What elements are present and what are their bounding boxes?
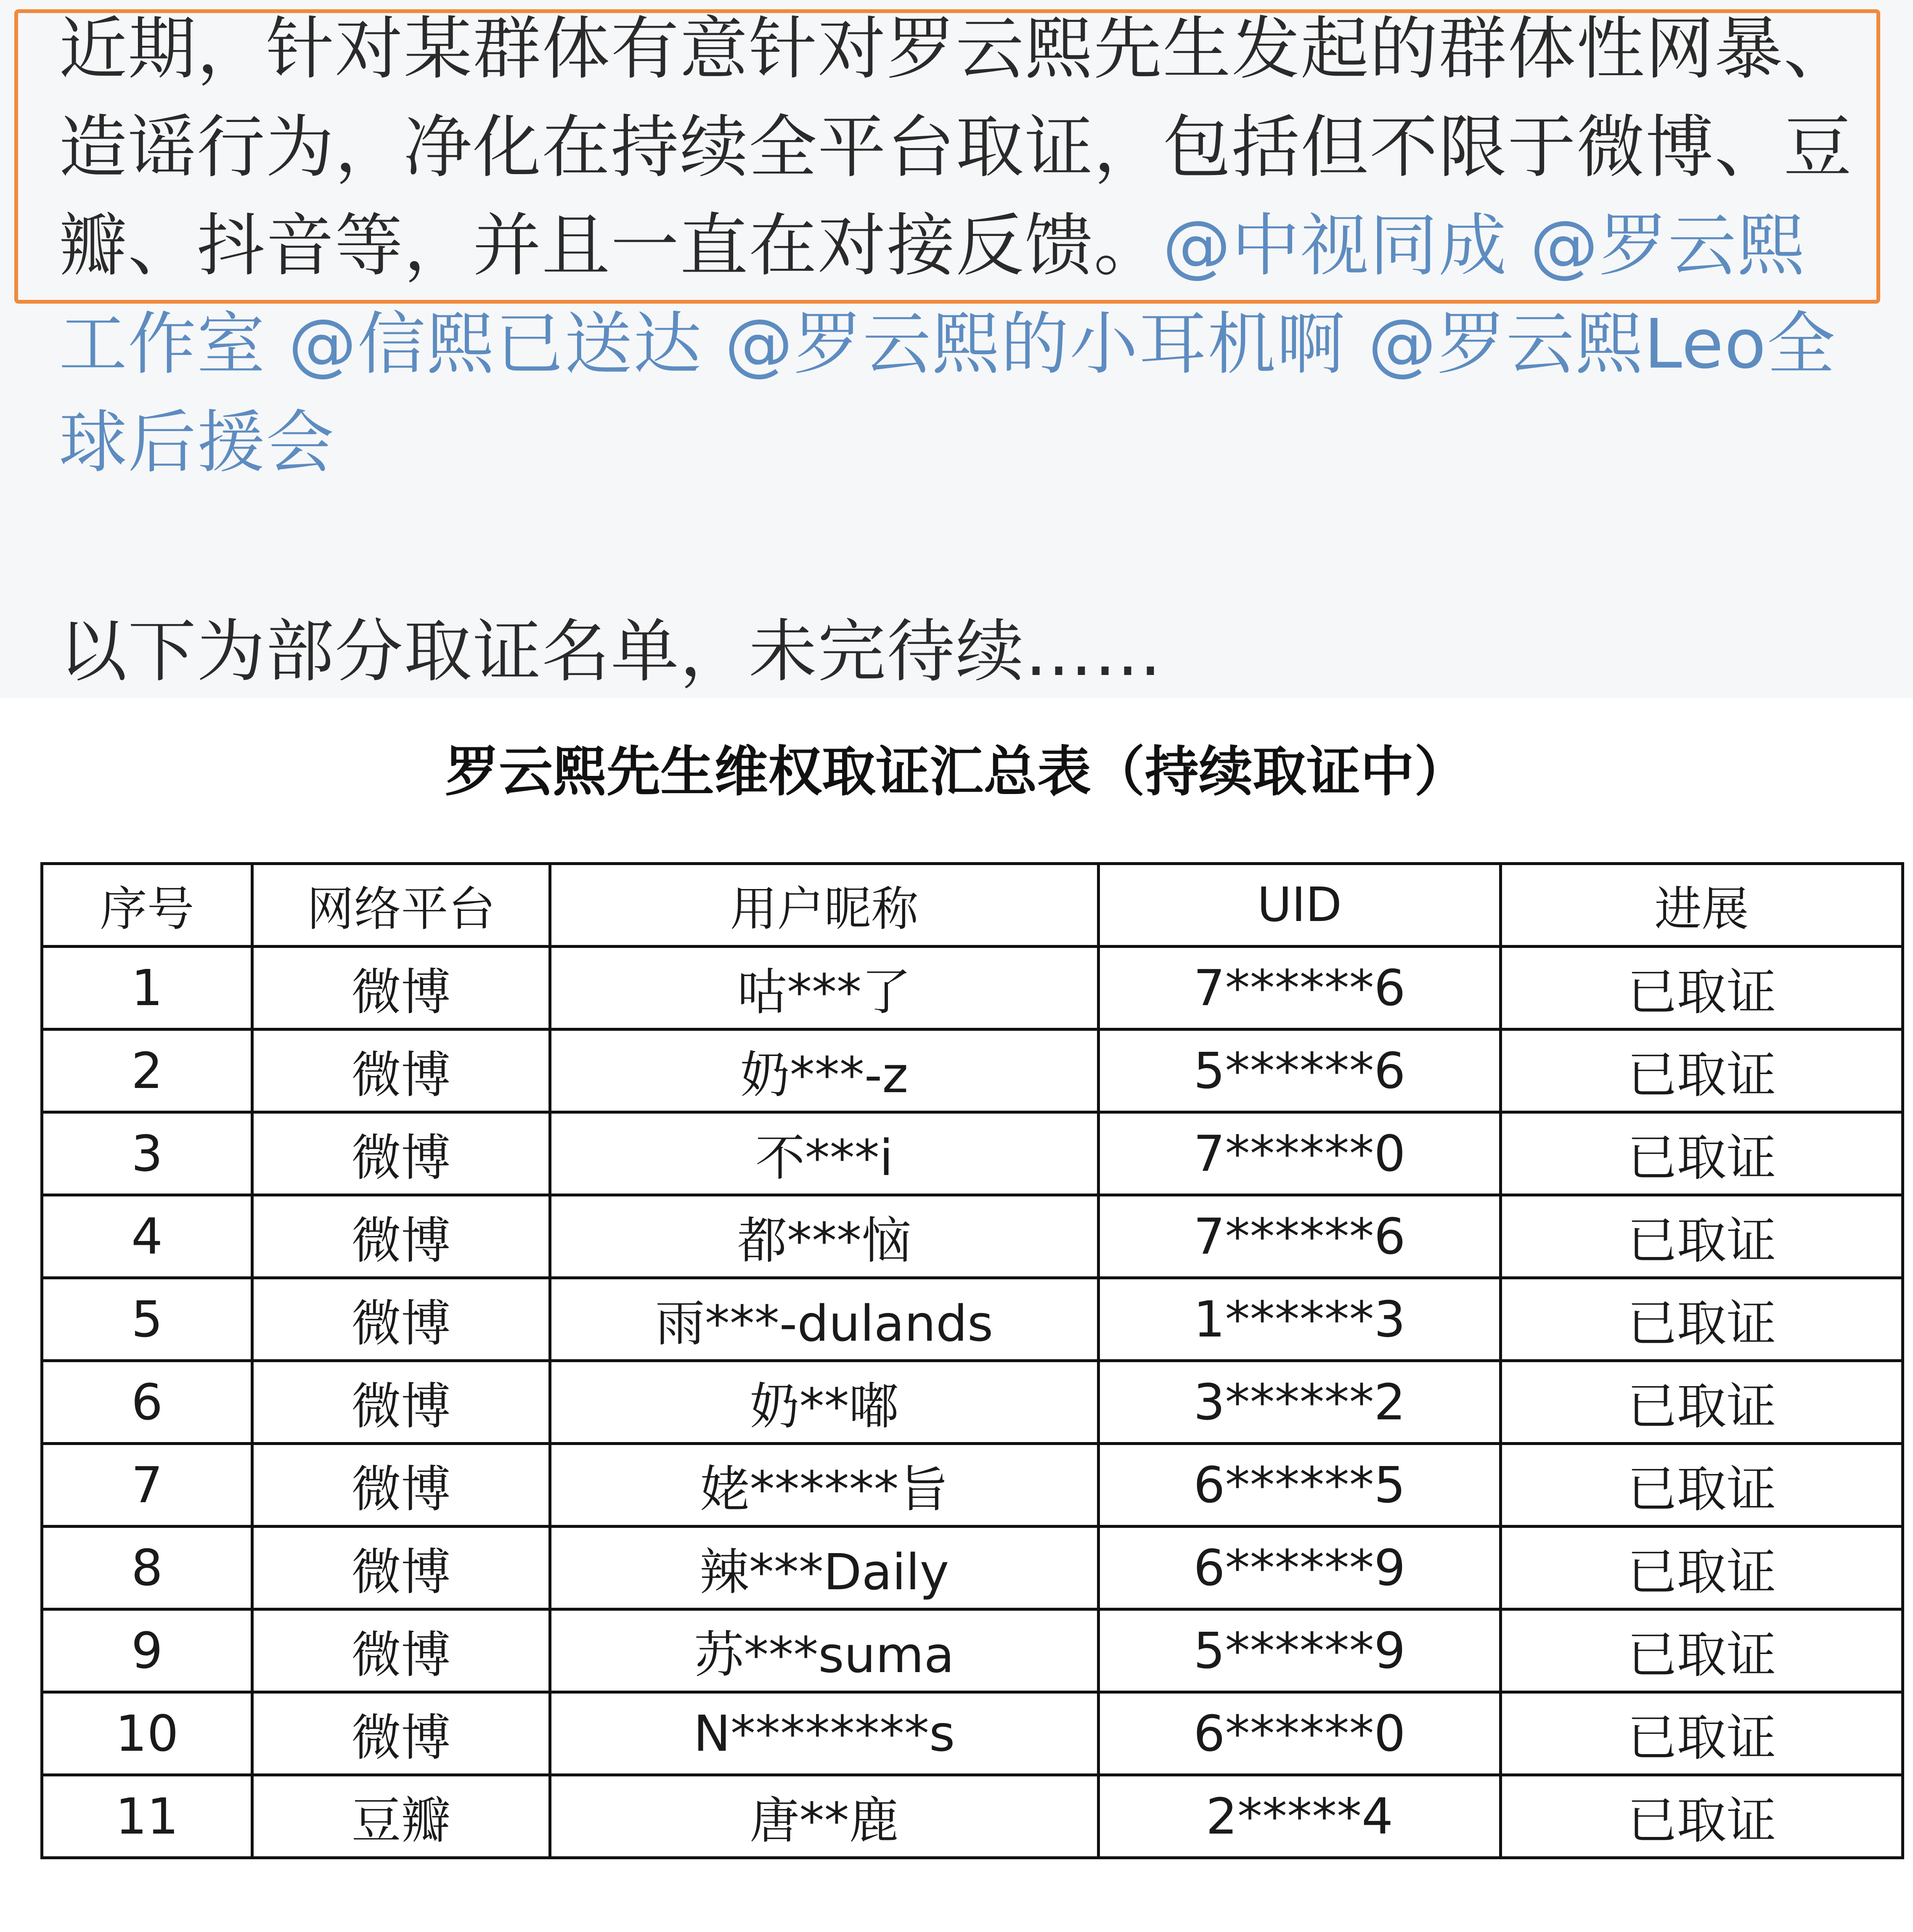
cell-uid: 3******2 xyxy=(1099,1361,1501,1444)
cell-uid: 7******6 xyxy=(1099,947,1501,1030)
table-row xyxy=(42,1030,1903,1112)
cell-nickname: 辣***Daily xyxy=(550,1527,1099,1609)
cell-nickname: 奶***-z xyxy=(550,1030,1099,1112)
table-row xyxy=(42,1112,1903,1195)
highlight-box xyxy=(14,9,1880,304)
cell-nickname: 不***i xyxy=(550,1112,1099,1195)
cell-index: 9 xyxy=(42,1609,252,1692)
cell-progress: 已取证 xyxy=(1501,1527,1903,1609)
mention-xiao-erji[interactable]: @罗云熙的小耳机啊 xyxy=(725,305,1346,384)
cell-progress: 已取证 xyxy=(1501,1361,1903,1444)
mention-studio[interactable]: @罗云熙工作室 xyxy=(59,206,1806,384)
cell-progress: 已取证 xyxy=(1501,1278,1903,1361)
cell-progress: 已取证 xyxy=(1501,1775,1903,1858)
cell-index: 8 xyxy=(42,1527,252,1609)
document-title: 罗云熙先生维权取证汇总表（持续取证中） xyxy=(445,740,1468,803)
cell-uid: 7******6 xyxy=(1099,1195,1501,1278)
evidence-document xyxy=(0,698,1913,1932)
table-row xyxy=(42,1527,1903,1609)
cell-nickname: 都***恼 xyxy=(550,1195,1099,1278)
mention-xinxi-yisongda[interactable]: @信熙已送达 xyxy=(288,305,702,384)
cell-index: 11 xyxy=(42,1775,252,1858)
cell-nickname: 苏***suma xyxy=(550,1609,1099,1692)
table-row xyxy=(42,1609,1903,1692)
cell-nickname: N********s xyxy=(550,1692,1099,1775)
cell-platform: 微博 xyxy=(252,1527,550,1609)
evidence-table xyxy=(40,862,1904,1859)
cell-platform: 微博 xyxy=(252,1692,550,1775)
cell-uid: 5******9 xyxy=(1099,1609,1501,1692)
cell-uid: 5******6 xyxy=(1099,1030,1501,1112)
cell-progress: 已取证 xyxy=(1501,1112,1903,1195)
header-index: 序号 xyxy=(42,864,252,947)
cell-progress: 已取证 xyxy=(1501,1195,1903,1278)
table-row xyxy=(42,1361,1903,1444)
table-row xyxy=(42,1195,1903,1278)
header-platform: 网络平台 xyxy=(252,864,550,947)
header-nickname: 用户昵称 xyxy=(550,864,1099,947)
cell-index: 2 xyxy=(42,1030,252,1112)
cell-uid: 1******3 xyxy=(1099,1278,1501,1361)
cell-nickname: 咕***了 xyxy=(550,947,1099,1030)
cell-platform: 微博 xyxy=(252,1444,550,1527)
post-followup-text: 以下为部分取证名单，未完待续…… xyxy=(59,612,1163,691)
cell-uid: 6******5 xyxy=(1099,1444,1501,1527)
header-progress: 进展 xyxy=(1501,864,1903,947)
mention-zhongshi-tongcheng[interactable]: @中视同成 xyxy=(1163,206,1508,286)
cell-uid: 6******9 xyxy=(1099,1527,1501,1609)
header-uid: UID xyxy=(1099,864,1501,947)
cell-uid: 7******0 xyxy=(1099,1112,1501,1195)
cell-index: 5 xyxy=(42,1278,252,1361)
cell-index: 3 xyxy=(42,1112,252,1195)
table-row xyxy=(42,1692,1903,1775)
cell-platform: 微博 xyxy=(252,1195,550,1278)
table-row xyxy=(42,1775,1903,1858)
cell-index: 7 xyxy=(42,1444,252,1527)
cell-nickname: 唐**鹿 xyxy=(550,1775,1099,1858)
cell-nickname: 雨***-dulands xyxy=(550,1278,1099,1361)
cell-platform: 微博 xyxy=(252,1361,550,1444)
cell-platform: 微博 xyxy=(252,1278,550,1361)
cell-index: 1 xyxy=(42,947,252,1030)
cell-progress: 已取证 xyxy=(1501,1609,1903,1692)
cell-platform: 微博 xyxy=(252,947,550,1030)
cell-progress: 已取证 xyxy=(1501,1030,1903,1112)
cell-platform: 豆瓣 xyxy=(252,1775,550,1858)
cell-platform: 微博 xyxy=(252,1112,550,1195)
cell-nickname: 奶**嘟 xyxy=(550,1361,1099,1444)
table-row xyxy=(42,1278,1903,1361)
cell-platform: 微博 xyxy=(252,1030,550,1112)
cell-progress: 已取证 xyxy=(1501,947,1903,1030)
table-row xyxy=(42,1444,1903,1527)
cell-progress: 已取证 xyxy=(1501,1444,1903,1527)
post-main-text: 近期，针对某群体有意针对罗云熙先生发起的群体性网暴、造谣行为，净化在持续全平台取证，包括但不限于微博、豆瓣、抖音等，并且一直在对接反馈。 xyxy=(59,10,1852,286)
cell-uid: 2*****4 xyxy=(1099,1775,1501,1858)
mention-global-fanclub[interactable]: @罗云熙Leo全球后援会 xyxy=(59,305,1836,482)
cell-index: 10 xyxy=(42,1692,252,1775)
table-header-row xyxy=(42,864,1903,947)
cell-nickname: 姥******旨 xyxy=(550,1444,1099,1527)
cell-index: 4 xyxy=(42,1195,252,1278)
post-section xyxy=(0,0,1913,698)
cell-uid: 6******0 xyxy=(1099,1692,1501,1775)
table-row xyxy=(42,947,1903,1030)
cell-progress: 已取证 xyxy=(1501,1692,1903,1775)
cell-platform: 微博 xyxy=(252,1609,550,1692)
cell-index: 6 xyxy=(42,1361,252,1444)
